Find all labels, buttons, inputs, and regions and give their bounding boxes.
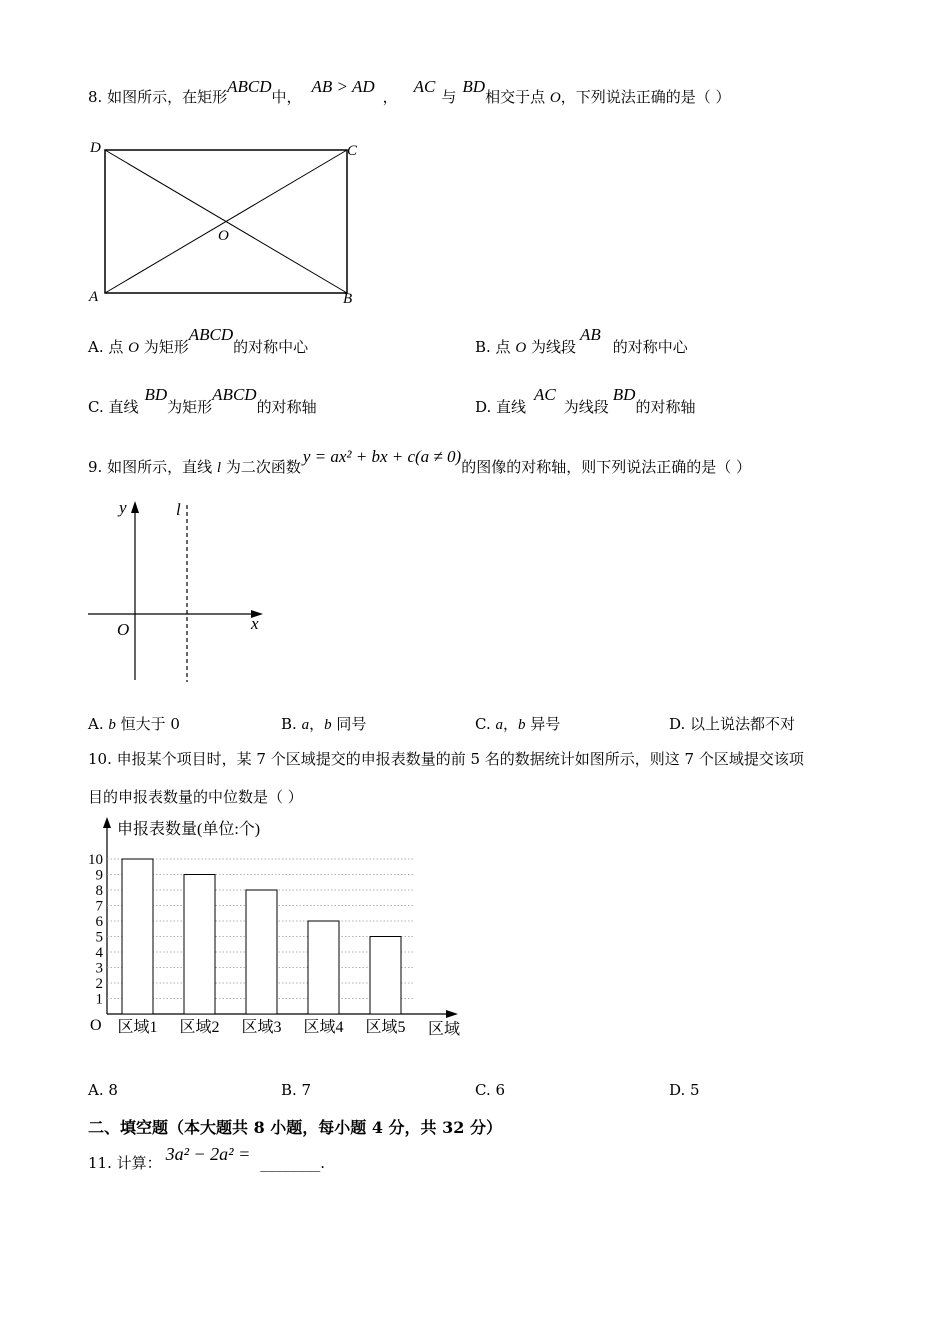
q8-text-2: 中， bbox=[271, 88, 302, 106]
q11-number: 11. 计算： bbox=[88, 1154, 162, 1172]
q8-option-c-suffix: 的对称轴 bbox=[256, 398, 317, 416]
chart-x-axis-arrow bbox=[446, 1010, 458, 1018]
q9-option-c-prefix: C. bbox=[475, 715, 496, 733]
bar bbox=[308, 921, 339, 1014]
q8-option-a-prefix: A. 点 bbox=[88, 338, 129, 356]
y-tick-label: 3 bbox=[95, 960, 103, 977]
q10-bar-chart bbox=[80, 812, 480, 1047]
q8-option-b-math: AB bbox=[579, 325, 601, 344]
q9-option-c-sep: ， bbox=[502, 715, 518, 733]
y-tick-label: 2 bbox=[95, 976, 103, 992]
q8-option-b-mid: 为线段 bbox=[526, 338, 576, 356]
q8-math-abcd: ABCD bbox=[227, 77, 272, 96]
q11-expression: 3a² − 2a² = bbox=[165, 1144, 251, 1164]
q8-number: 8. bbox=[88, 88, 108, 106]
q11-stem bbox=[88, 1144, 325, 1172]
y-tick-label: 6 bbox=[95, 914, 103, 930]
q9-option-b-suffix: 同号 bbox=[331, 715, 367, 733]
x-tick-label: 区域2 bbox=[179, 1019, 220, 1036]
q9-text-1: 如图所示，直线 bbox=[107, 458, 217, 476]
q8-option-c-math-2: ABCD bbox=[212, 385, 257, 404]
label-origin: O bbox=[117, 620, 130, 639]
q10-option-c[interactable]: C. 6 bbox=[475, 1081, 506, 1099]
q8-math-ac: AC bbox=[413, 77, 436, 96]
q9-option-c-a: a bbox=[495, 717, 503, 733]
q11-answer-blank[interactable]: ________. bbox=[260, 1154, 325, 1172]
q8-option-d-suffix: 的对称轴 bbox=[635, 398, 696, 416]
y-tick-label: 9 bbox=[95, 867, 103, 884]
q9-option-c-suffix: 异号 bbox=[525, 715, 561, 733]
q9-text-2: 为二次函数 bbox=[221, 458, 301, 476]
label-d: D bbox=[90, 140, 101, 156]
q8-option-d-prefix: D. 直线 bbox=[475, 398, 527, 416]
q10-stem-line-1: 10. 申报某个项目时，某 7 个区域提交的申报表数量的前 5 名的数据统计如图所示，则这 7 个区域提交该项 bbox=[88, 750, 804, 768]
bar bbox=[246, 890, 277, 1014]
q8-option-d[interactable] bbox=[475, 385, 696, 416]
y-tick-label: 8 bbox=[95, 883, 103, 899]
y-tick-label: 5 bbox=[95, 929, 103, 946]
q8-option-b-point: O bbox=[515, 340, 527, 356]
q9-stem bbox=[88, 447, 751, 477]
q8-text-1: 如图所示，在矩形 bbox=[107, 88, 228, 106]
label-c: C bbox=[347, 143, 358, 159]
q8-option-d-math-1: AC bbox=[534, 385, 556, 404]
q9-option-b-b: b bbox=[324, 717, 332, 733]
chart-origin: O bbox=[90, 1017, 102, 1034]
q10-option-d[interactable]: D. 5 bbox=[669, 1081, 700, 1099]
q9-option-c[interactable] bbox=[475, 715, 560, 734]
q8-option-b[interactable] bbox=[475, 325, 688, 357]
q8-option-d-math-2: BD bbox=[612, 385, 636, 404]
y-tick-label: 4 bbox=[95, 945, 103, 961]
q9-option-c-b: b bbox=[518, 717, 526, 733]
q8-text-5: 相交于点 bbox=[485, 88, 550, 106]
chart-y-axis-arrow bbox=[103, 817, 111, 828]
q9-option-a-suffix: 恒大于 0 bbox=[115, 715, 180, 733]
q8-option-a[interactable] bbox=[88, 325, 309, 357]
label-a: A bbox=[89, 289, 99, 305]
q9-axis-figure bbox=[85, 495, 275, 685]
q10-option-b[interactable]: B. 7 bbox=[281, 1081, 312, 1099]
q9-option-a-prefix: A. bbox=[88, 715, 109, 733]
q8-option-b-suffix: 的对称中心 bbox=[612, 338, 688, 356]
q8-option-d-mid: 为线段 bbox=[563, 398, 609, 416]
q9-option-a-b: b bbox=[108, 717, 116, 733]
bar bbox=[122, 859, 153, 1014]
label-l: l bbox=[176, 500, 181, 519]
q9-number: 9. bbox=[88, 458, 108, 476]
q8-option-c-mid: 为矩形 bbox=[167, 398, 213, 416]
label-o: O bbox=[218, 228, 229, 244]
bar bbox=[184, 875, 215, 1015]
q8-text-4: 与 bbox=[441, 88, 457, 106]
x-tick-label: 区域1 bbox=[117, 1019, 158, 1036]
q8-text-6: ，下列说法正确的是（ ） bbox=[560, 88, 731, 106]
q9-option-b-prefix: B. bbox=[281, 715, 302, 733]
q9-line-l: l bbox=[216, 460, 222, 476]
q9-text-3: 的图像的对称轴，则下列说法正确的是（ ） bbox=[461, 458, 751, 476]
q9-option-b[interactable] bbox=[281, 715, 366, 734]
q8-option-b-prefix: B. 点 bbox=[475, 338, 516, 356]
q10-option-a[interactable]: A. 8 bbox=[88, 1081, 118, 1099]
q9-option-b-a: a bbox=[301, 717, 310, 733]
x-tick-label: 区域5 bbox=[365, 1019, 406, 1036]
q9-option-d[interactable] bbox=[669, 715, 795, 733]
q8-math-bd: BD bbox=[462, 77, 486, 96]
q8-option-c-prefix: C. 直线 bbox=[88, 398, 139, 416]
x-tick-label: 区域4 bbox=[303, 1019, 344, 1036]
q9-option-a[interactable] bbox=[88, 715, 180, 734]
q8-option-a-suffix: 的对称中心 bbox=[233, 338, 309, 356]
q8-option-a-math: ABCD bbox=[188, 325, 234, 344]
y-tick-label: 1 bbox=[95, 991, 103, 1008]
x-tick-label: 区域3 bbox=[241, 1019, 282, 1036]
label-y: y bbox=[119, 498, 127, 517]
q9-function: y = ax² + bx + c(a ≠ 0) bbox=[302, 447, 462, 466]
q9-option-d-text: D. 以上说法都不对 bbox=[669, 715, 796, 733]
q8-rectangle-figure bbox=[85, 135, 375, 310]
q9-option-b-sep: ， bbox=[309, 715, 325, 733]
section-2-heading: 二、填空题（本大题共 8 小题，每小题 4 分，共 32 分） bbox=[88, 1118, 502, 1137]
chart-xlabel: 区域 bbox=[428, 1021, 461, 1038]
y-axis-arrow bbox=[131, 501, 139, 513]
label-b: B bbox=[343, 291, 353, 307]
chart-ylabel: 申报表数量(单位:个) bbox=[117, 821, 261, 838]
q8-option-a-point: O bbox=[128, 340, 139, 356]
y-tick-label: 10 bbox=[88, 852, 103, 868]
bar bbox=[370, 937, 401, 1015]
q8-option-c[interactable] bbox=[88, 385, 317, 416]
q10-stem-line-2: 目的申报表数量的中位数是（ ） bbox=[88, 788, 303, 806]
q8-option-a-mid: 为矩形 bbox=[138, 338, 189, 356]
q8-text-3: ， bbox=[382, 88, 398, 106]
q8-stem bbox=[88, 77, 731, 118]
q8-option-c-math-1: BD bbox=[144, 385, 168, 404]
y-tick-label: 7 bbox=[95, 898, 103, 915]
label-x: x bbox=[251, 614, 259, 633]
q8-math-ab-gt-ad: AB > AD bbox=[311, 77, 375, 96]
q8-point-o: O bbox=[549, 90, 561, 106]
